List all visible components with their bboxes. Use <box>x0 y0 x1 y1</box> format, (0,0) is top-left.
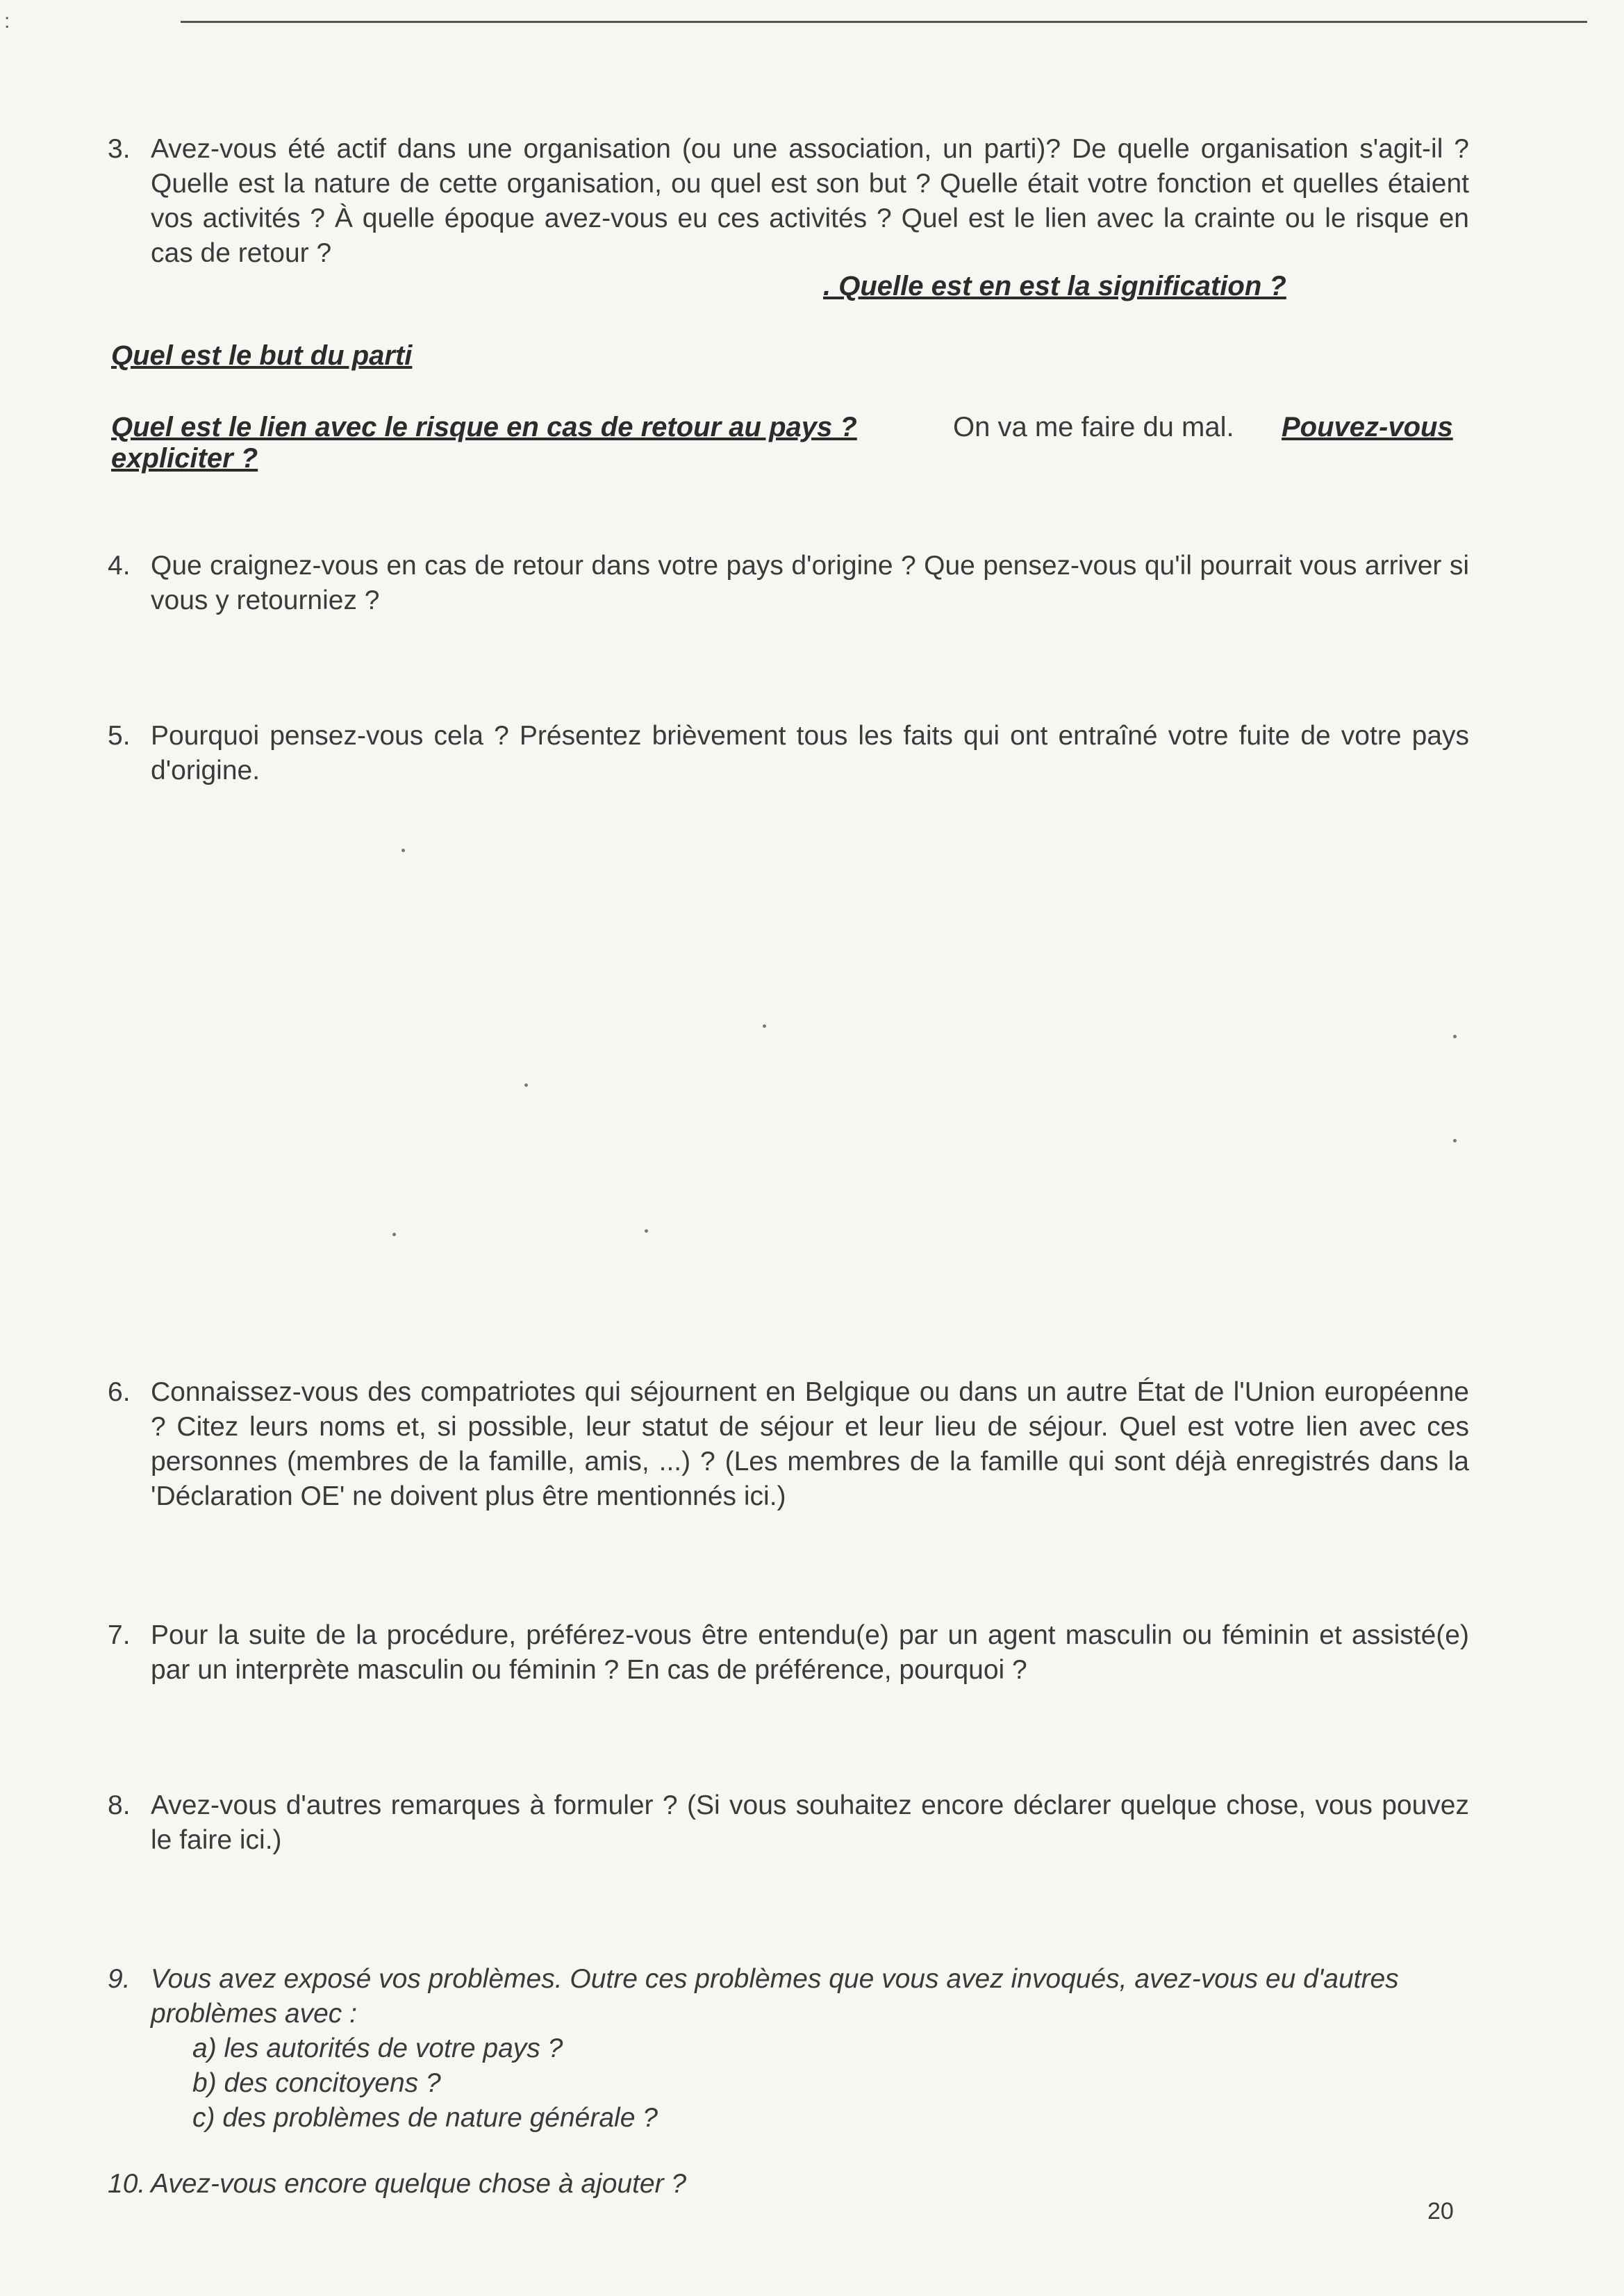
question-5 <box>108 719 1469 788</box>
question-text: Que craignez-vous en cas de retour dans votre pays d'origine ? Que pensez-vous qu'il pourrait vous arriver si vous y retourniez ? <box>151 551 1469 615</box>
top-rule <box>181 21 1587 23</box>
question-8 <box>108 1788 1469 1858</box>
question-number: 4. <box>108 551 131 581</box>
question-text: Connaissez-vous des compatriotes qui séjournent en Belgique ou dans un autre État de l'Union européenne ? Citez leurs noms et, si possible, leur statut de séjour et leur lieu de séjour. Quel est votre lien avec ces personnes (membres de la famille, amis, ...) ? (Les membres de la famille qui sont déjà enregistrés dans la 'Déclaration OE' ne doivent plus être mentionnés ici.) <box>151 1377 1469 1511</box>
question-9 <box>108 1962 1469 2136</box>
question-text <box>151 1962 1469 2136</box>
question-number: 6. <box>108 1377 131 1407</box>
scan-speck <box>1453 1139 1457 1142</box>
question-number: 8. <box>108 1790 131 1820</box>
question-3 <box>108 132 1469 271</box>
question-text: Pour la suite de la procédure, préférez-vous être entendu(e) par un agent masculin ou féminin et assisté(e) par un interprète masculin ou féminin ? En cas de préférence, pourquoi ? <box>151 1620 1469 1685</box>
scan-speck <box>763 1024 766 1028</box>
question-4 <box>108 549 1469 618</box>
annotation-pouvez: Pouvez-vous <box>1282 412 1453 442</box>
scan-speck <box>645 1229 648 1233</box>
question-6 <box>108 1375 1469 1514</box>
question-text: Avez-vous été actif dans une organisation (ou une association, un parti)? De quelle organisation s'agit-il ? Quelle est la nature de cette organisation, ou quel est son but ? Quelle était votre fonction et quelles étaient vos activités ? À quelle époque avez-vous eu ces activités ? Quel est le lien avec la crainte ou le risque en cas de retour ? <box>151 134 1469 268</box>
edge-mark: : <box>4 10 10 33</box>
question-item-a: a) les autorités de votre pays ? <box>192 2033 563 2063</box>
question-intro: Vous avez exposé vos problèmes. Outre ces problèmes que vous avez invoqués, avez-vous eu d'autres problèmes avec : <box>151 1964 1399 2029</box>
annotation-lien-risque: Quel est le lien avec le risque en cas de retour au pays ? <box>111 412 857 442</box>
scan-speck <box>1453 1035 1457 1038</box>
question-number: 10. <box>108 2169 146 2199</box>
question-number: 3. <box>108 134 131 164</box>
question-text: Pourquoi pensez-vous cela ? Présentez brièvement tous les faits qui ont entraîné votre fuite de votre pays d'origine. <box>151 721 1469 785</box>
scan-speck <box>401 849 405 852</box>
scan-speck <box>524 1083 528 1087</box>
question-number: 9. <box>108 1964 131 1994</box>
question-text: Avez-vous encore quelque chose à ajouter ? <box>151 2169 687 2199</box>
question-text: Avez-vous d'autres remarques à formuler ? (Si vous souhaitez encore déclarer quelque chose, vous pouvez le faire ici.) <box>151 1790 1469 1855</box>
annotation-expliciter: expliciter ? <box>111 443 258 474</box>
question-number: 7. <box>108 1620 131 1650</box>
question-item-b: b) des concitoyens ? <box>192 2068 441 2098</box>
page-number: 20 <box>1427 2198 1454 2224</box>
annotation-but-parti: Quel est le but du parti <box>111 340 413 371</box>
scan-speck <box>392 1233 396 1236</box>
question-7 <box>108 1618 1469 1688</box>
question-10 <box>108 2167 1469 2202</box>
question-item-c: c) des problèmes de nature générale ? <box>192 2103 658 2133</box>
question-number: 5. <box>108 721 131 751</box>
annotation-signification: . Quelle est en est la signification ? <box>823 271 1286 301</box>
answer-text: On va me faire du mal. <box>953 412 1234 442</box>
